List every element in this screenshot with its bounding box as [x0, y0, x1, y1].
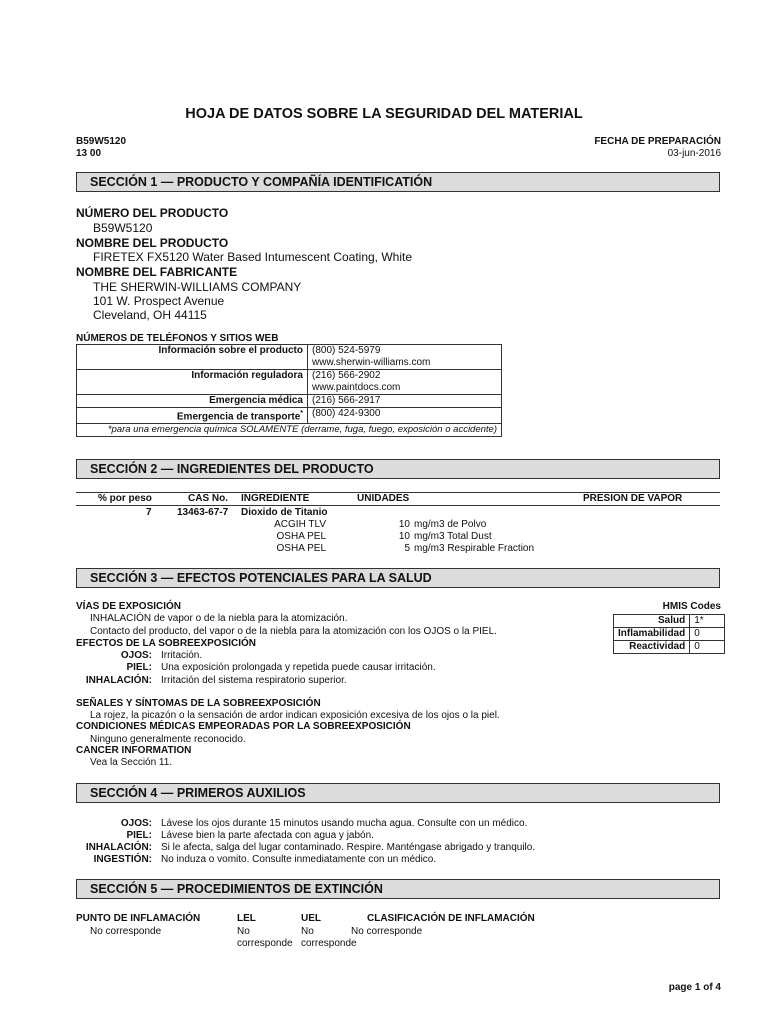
- hmis-value: 0: [690, 628, 725, 641]
- aid-eyes-key: OJOS:: [120, 818, 152, 829]
- product-number: B59W5120: [93, 221, 153, 235]
- lel-label: LEL: [237, 913, 256, 924]
- hmis-key: Reactividad: [614, 641, 690, 654]
- hmis-label: HMIS Codes: [662, 601, 721, 612]
- phone-key: Información reguladora: [77, 370, 308, 395]
- exposure-agency: ACGIH TLV: [274, 519, 326, 530]
- uel-label: UEL: [301, 913, 321, 924]
- phone-number: (800) 424-9300: [308, 408, 502, 424]
- prep-date: 03-jun-2016: [667, 148, 721, 159]
- cancer-text: Vea la Sección 11.: [90, 757, 173, 768]
- website: www.sherwin-williams.com: [312, 357, 431, 368]
- revision: 13 00: [76, 148, 102, 159]
- phone-number: (800) 524-5979: [312, 345, 381, 356]
- product-name-label: NOMBRE DEL PRODUCTO: [76, 236, 229, 250]
- page-number: page 1 of 4: [668, 982, 721, 993]
- inhalation-value: Irritación del sistema respiratorio superior.: [161, 675, 347, 686]
- phone-value: [308, 345, 502, 370]
- lel-value-2: corresponde: [237, 938, 293, 949]
- exposure-agency: OSHA PEL: [276, 543, 326, 554]
- col-percent: % por peso: [98, 493, 152, 504]
- exposure-agency: OSHA PEL: [276, 531, 326, 542]
- section-2-header: SECCIÓN 2 — INGREDIENTES DEL PRODUCTO: [76, 459, 720, 479]
- hmis-key: Inflamabilidad: [614, 628, 690, 641]
- cancer-label: CANCER INFORMATION: [76, 745, 192, 756]
- prep-date-label: FECHA DE PREPARACIÓN: [594, 136, 721, 147]
- exposure-amount: 10: [398, 531, 410, 542]
- section-3-header: SECCIÓN 3 — EFECTOS POTENCIALES PARA LA SALUD: [76, 568, 720, 588]
- col-ingredient: INGREDIENTE: [241, 493, 310, 504]
- product-name: FIRETEX FX5120 Water Based Intumescent Coating, White: [93, 250, 413, 264]
- phone-value: [308, 370, 502, 395]
- product-code: B59W5120: [76, 136, 127, 147]
- conditions-text: Ninguno generalmente reconocido.: [90, 734, 246, 745]
- col-units: UNIDADES: [357, 493, 410, 504]
- emergency-note: *para una emergencia química SOLAMENTE (derrame, fuga, fuego, exposición o accidente): [77, 424, 502, 437]
- table-row: [77, 395, 502, 408]
- signs-label: SEÑALES Y SÍNTOMAS DE LA SOBREEXPOSICIÓN: [76, 698, 321, 709]
- flash-point-label: PUNTO DE INFLAMACIÓN: [76, 913, 201, 924]
- eyes-value: Irritación.: [161, 650, 203, 661]
- aid-skin-value: Lávese bien la parte afectada con agua y jabón.: [161, 830, 374, 841]
- uel-value-2: corresponde: [301, 938, 357, 949]
- aid-ingestion-value: No induza o vomito. Consulte inmediatamente con un médico.: [161, 854, 437, 865]
- flammability-class-label: CLASIFICACIÓN DE INFLAMACIÓN: [367, 913, 535, 924]
- aid-eyes-value: Lávese los ojos durante 15 minutos usando mucha agua. Consulte con un médico.: [161, 818, 528, 829]
- route-inhalation: INHALACIÓN de vapor o de la niebla para la atomización.: [90, 613, 348, 624]
- aid-ingestion-key: INGESTIÓN:: [93, 854, 152, 865]
- phones-table: [76, 344, 502, 437]
- phone-key: Emergencia médica: [77, 395, 308, 408]
- manufacturer-name: THE SHERWIN-WILLIAMS COMPANY: [93, 280, 302, 294]
- table-row: [614, 615, 725, 628]
- aid-inhalation-key: INHALACIÓN:: [85, 842, 152, 853]
- table-row: [77, 370, 502, 395]
- table-row: [614, 641, 725, 654]
- route-contact: Contacto del producto, del vapor o de la niebla para la atomización con los OJOS o la PIEL.: [90, 626, 497, 637]
- ingredient-cas: 13463-67-7: [177, 507, 229, 518]
- overexposure-label: EFECTOS DE LA SOBREEXPOSICIÓN: [76, 638, 257, 649]
- aid-skin-key: PIEL:: [126, 830, 152, 841]
- flammability-class-value: No corresponde: [351, 926, 423, 937]
- website: www.paintdocs.com: [312, 382, 401, 393]
- inhalation-key: INHALACIÓN:: [85, 675, 152, 686]
- table-row: [77, 408, 502, 424]
- section-5-header: SECCIÓN 5 — PROCEDIMIENTOS DE EXTINCIÓN: [76, 879, 720, 899]
- section-4-header: SECCIÓN 4 — PRIMEROS AUXILIOS: [76, 783, 720, 803]
- col-cas: CAS No.: [188, 493, 228, 504]
- phone-key: [77, 408, 308, 424]
- skin-key: PIEL:: [126, 662, 152, 673]
- lel-value-1: No: [237, 926, 250, 937]
- flash-point-value: No corresponde: [90, 926, 162, 937]
- phones-label: NÚMEROS DE TELÉFONOS Y SITIOS WEB: [76, 333, 279, 344]
- exposure-unit: mg/m3 Respirable Fraction: [414, 543, 535, 554]
- document-title: HOJA DE DATOS SOBRE LA SEGURIDAD DEL MATERIAL: [185, 106, 583, 122]
- product-number-label: NÚMERO DEL PRODUCTO: [76, 206, 229, 220]
- asterisk: *: [300, 410, 303, 417]
- manufacturer-street: 101 W. Prospect Avenue: [93, 294, 225, 308]
- ingredient-percent: 7: [146, 507, 152, 518]
- section-1-header: SECCIÓN 1 — PRODUCTO Y COMPAÑÍA IDENTIFICATIÓN: [76, 172, 720, 192]
- manufacturer-label: NOMBRE DEL FABRICANTE: [76, 265, 238, 279]
- routes-label: VÍAS DE EXPOSICIÓN: [76, 601, 182, 612]
- ingredient-name: Dioxido de Titanio: [241, 507, 328, 518]
- uel-value-1: No: [301, 926, 314, 937]
- table-row: [77, 345, 502, 370]
- signs-text: La rojez, la picazón o la sensación de ardor indican exposición excesiva de los ojos o la piel.: [90, 710, 500, 721]
- col-vapor: PRESION DE VAPOR: [583, 493, 683, 504]
- exposure-unit: mg/m3 de Polvo: [414, 519, 487, 530]
- phone-key-text: Emergencia de transporte: [176, 411, 301, 423]
- hmis-value: 1*: [690, 615, 725, 628]
- hmis-key: Salud: [614, 615, 690, 628]
- phone-key: Información sobre el producto: [77, 345, 308, 370]
- eyes-key: OJOS:: [120, 650, 152, 661]
- exposure-amount: 10: [398, 519, 410, 530]
- aid-inhalation-value: Si le afecta, salga del lugar contaminado. Respire. Manténgase abrigado y tranquilo.: [161, 842, 536, 853]
- hmis-value: 0: [690, 641, 725, 654]
- table-row: [614, 628, 725, 641]
- exposure-unit: mg/m3 Total Dust: [414, 531, 492, 542]
- exposure-amount: 5: [404, 543, 410, 554]
- hmis-table: [613, 614, 725, 654]
- table-row: [77, 424, 502, 437]
- manufacturer-city: Cleveland, OH 44115: [93, 308, 207, 322]
- phone-number: (216) 566-2917: [308, 395, 502, 408]
- phone-number: (216) 566-2902: [312, 370, 381, 381]
- conditions-label: CONDICIONES MÉDICAS EMPEORADAS POR LA SOBREEXPOSICIÓN: [76, 721, 411, 732]
- skin-value: Una exposición prolongada y repetida puede causar irritación.: [161, 662, 436, 673]
